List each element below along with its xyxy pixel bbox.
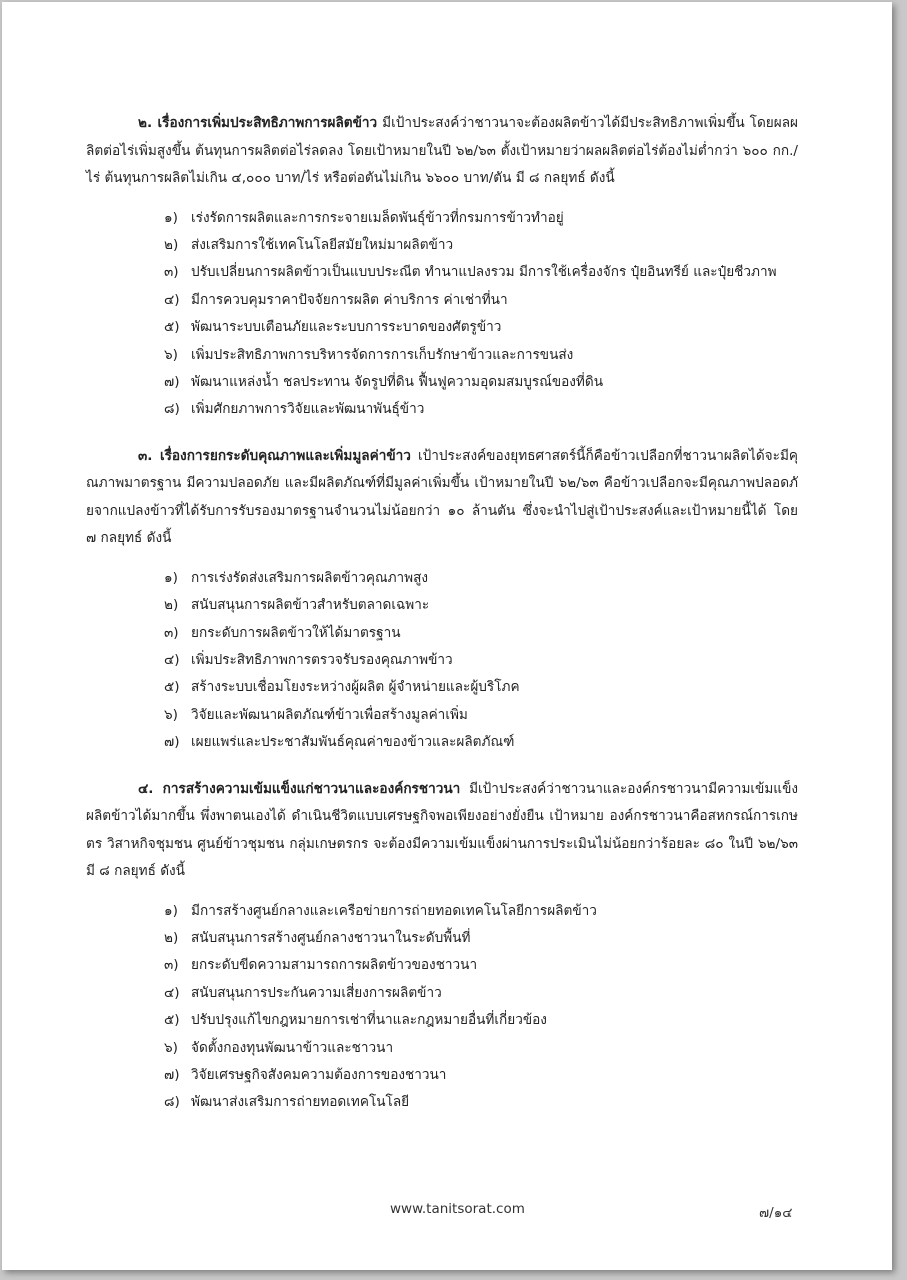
section-4-text: มีเป้าประสงค์ว่าชาวนาและองค์กรชาวนามีความเข้มแข็ง ผลิตข้าวได้มากขึ้น พึ่งพาตนเองได้ ดำเนินชีวิตแบบเศรษฐกิจพอเพียงอย่างยั่งยืน เป้าหมาย องค์กรชาวนาคือสหกรณ์การเกษตร วิสาหกิจชุมชน ศูนย์ข้าวชุมชน กลุ่มเกษตรกร จะต้องมีความเข้มแข็งผ่านการประเมินไม่น้อยกว่าร้อยละ ๘๐ ในปี ๖๒/๖๓ มี ๘ กลยุทธ์ ดังนี้ [86,780,798,880]
list-item [86,592,798,619]
list-item [86,287,798,314]
item-number: ๗) [164,734,180,751]
list-item [86,565,798,592]
list-item [86,1089,798,1116]
item-text: สนับสนุนการสร้างศูนย์กลางชาวนาในระดับพื้นที่ [191,930,471,946]
item-text: สร้างระบบเชื่อมโยงระหว่างผู้ผลิต ผู้จำหน่ายและผู้บริโภค [191,679,520,696]
list-item [86,620,798,647]
item-number: ๔) [164,651,180,668]
list-item [86,647,798,674]
list-item [86,925,798,952]
page-number: ๗/๑๔ [759,1205,793,1221]
item-text: สนับสนุนการประกันความเสี่ยงการผลิตข้าว [191,984,442,1001]
item-text: พัฒนาระบบเตือนภัยและระบบการระบาดของศัตรูข้าว [191,319,502,336]
item-number: ๑) [164,902,178,919]
item-text: มีการควบคุมราคาปัจจัยการผลิต ค่าบริการ ค่าเช่าที่นา [191,291,508,308]
item-number: ๘) [164,401,180,418]
item-text: มีการสร้างศูนย์กลางและเครือข่ายการถ่ายทอดเทคโนโลยีการผลิตข้าว [191,902,597,919]
item-number: ๖) [164,706,178,723]
item-text: เผยแพร่และประชาสัมพันธ์คุณค่าของข้าวและผลิตภัณฑ์ [191,734,515,751]
list-item [86,205,798,232]
item-number: ๔) [164,291,180,308]
item-number: ๗) [164,373,180,390]
item-number: ๕) [164,679,180,696]
section-3-text: เป้าประสงค์ของยุทธศาสตร์นี้ก็คือข้าวเปลือกที่ชาวนาผลิตได้จะมีคุณภาพมาตรฐาน มีความปลอดภัย และมีผลิตภัณฑ์ที่มีมูลค่าเพิ่มขึ้น เป้าหมายในปี ๖๒/๖๓ คือข้าวเปลือกจะมีคุณภาพปลอดภัยจากแปลงข้าวที่ได้รับการรับรองมาตรฐานจำนวนไม่น้อยกว่า ๑๐ ล้านตัน ซึ่งจะนำไปสู่เป้าประสงค์และเป้าหมายนี้ได้ โดย ๗ กลยุทธ์ ดังนี้ [86,447,799,547]
item-text: ส่งเสริมการใช้เทคโนโลยีสมัยใหม่มาผลิตข้าว [191,236,454,253]
section-4-heading: ๔. การสร้างความเข้มแข็งแก่ชาวนาและองค์กรชาวนา [138,780,461,797]
item-text: สนับสนุนการผลิตข้าวสำหรับตลาดเฉพาะ [191,597,430,614]
section-2-heading: ๒. เรื่องการเพิ่มประสิทธิภาพการผลิตข้าว [138,115,378,131]
list-item [86,952,798,979]
item-text: วิจัยเศรษฐกิจสังคมความต้องการของชาวนา [191,1067,447,1084]
document-body [86,110,798,1136]
item-number: ๘) [164,1094,180,1111]
document-page [2,2,892,1270]
section-2-paragraph [86,110,798,193]
section-3-paragraph [86,443,798,553]
item-number: ๓) [164,264,179,281]
item-text: ปรับเปลี่ยนการผลิตข้าวเป็นแบบประณีต ทำนาแปลงรวม มีการใช้เครื่องจักร ปุ๋ยอินทรีย์ และปุ๋ยชีวภาพ [191,264,777,281]
item-text: ปรับปรุงแก้ไขกฎหมายการเช่าที่นาและกฎหมายอื่นที่เกี่ยวข้อง [191,1012,547,1029]
item-number: ๖) [164,1039,178,1056]
item-number: ๑) [164,209,178,226]
list-item [86,729,798,756]
section-3-heading: ๓. เรื่องการยกระดับคุณภาพและเพิ่มมูลค่าข้าว [138,447,411,464]
item-text: วิจัยและพัฒนาผลิตภัณฑ์ข้าวเพื่อสร้างมูลค่าเพิ่ม [191,706,468,723]
section-2-text: มีเป้าประสงค์ว่าชาวนาจะต้องผลิตข้าวได้มีประสิทธิภาพเพิ่มขึ้น โดยผลผลิตต่อไร่เพิ่มสูงขึ้น ต้นทุนการผลิตต่อไร่ลดลง โดยเป้าหมายในปี ๖๒/๖๓ ตั้งเป้าหมายว่าผลผลิตต่อไร่ต้องไม่ต่ำกว่า ๖๐๐ กก./ไร่ ต้นทุนการผลิตไม่เกิน ๔,๐๐๐ บาท/ไร่ หรือต่อตันไม่เกิน ๖๖๐๐ บาท/ตัน มี ๘ กลยุทธ์ ดังนี้ [86,115,798,186]
list-item [86,232,798,259]
list-item [86,342,798,369]
list-item [86,396,798,423]
item-text: เร่งรัดการผลิตและการกระจายเมล็ดพันธุ์ข้าวที่กรมการข้าวทำอยู่ [191,209,564,226]
list-item [86,314,798,341]
list-item [86,898,798,925]
item-text: จัดตั้งกองทุนพัฒนาข้าวและชาวนา [191,1039,394,1056]
list-item [86,1062,798,1089]
section-4-paragraph [86,776,798,886]
list-item [86,674,798,701]
item-text: เพิ่มประสิทธิภาพการตรวจรับรองคุณภาพข้าว [191,651,453,668]
item-text: เพิ่มประสิทธิภาพการบริหารจัดการการเก็บรักษาข้าวและการขนส่ง [191,346,574,363]
item-text: เพิ่มศักยภาพการวิจัยและพัฒนาพันธุ์ข้าว [191,401,425,418]
list-item [86,1035,798,1062]
item-number: ๒) [164,597,179,614]
footer-website-link[interactable]: www.tanitsorat.com [390,1201,525,1217]
item-number: ๒) [164,930,179,946]
item-text: ยกระดับการผลิตข้าวให้ได้มาตรฐาน [191,624,401,641]
list-item [86,259,798,286]
item-number: ๑) [164,569,178,586]
list-item [86,1007,798,1034]
item-number: ๕) [164,1012,180,1029]
item-number: ๓) [164,957,179,974]
item-number: ๓) [164,624,179,641]
item-number: ๖) [164,346,178,363]
item-text: พัฒนาแหล่งน้ำ ชลประทาน จัดรูปที่ดิน ฟื้นฟูความอุดมสมบูรณ์ของที่ดิน [191,373,604,390]
section-2-strategy-list [86,205,798,424]
item-number: ๒) [164,236,179,253]
list-item [86,702,798,729]
item-text: การเร่งรัดส่งเสริมการผลิตข้าวคุณภาพสูง [191,569,429,586]
section-4-strategy-list [86,898,798,1117]
item-number: ๔) [164,984,180,1001]
item-text: พัฒนาส่งเสริมการถ่ายทอดเทคโนโลยี [191,1094,410,1111]
list-item [86,980,798,1007]
list-item [86,369,798,396]
item-text: ยกระดับขีดความสามารถการผลิตข้าวของชาวนา [191,957,478,974]
item-number: ๕) [164,319,180,336]
item-number: ๗) [164,1067,180,1084]
section-3-strategy-list [86,565,798,757]
